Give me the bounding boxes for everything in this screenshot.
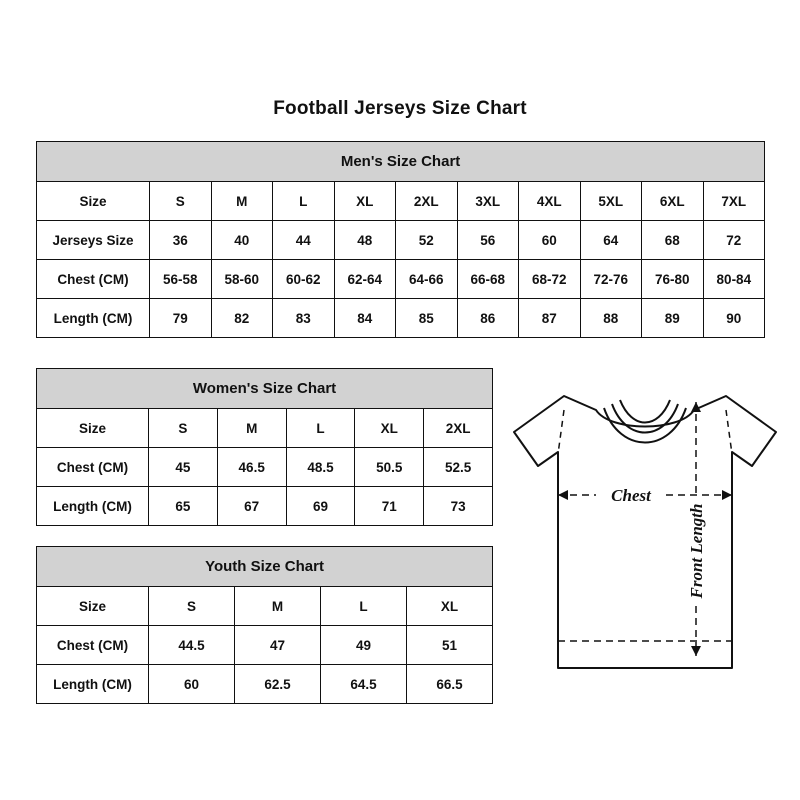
womens-size-chart — [36, 368, 493, 526]
table-cell: S — [150, 182, 212, 221]
front-length-label: Front Length — [687, 503, 706, 599]
table-cell: 87 — [519, 299, 581, 338]
row-label: Length (CM) — [37, 487, 149, 526]
table-cell: 44.5 — [149, 626, 235, 665]
shirt-outline-icon — [500, 388, 790, 688]
table-cell: 65 — [149, 487, 218, 526]
table-row — [37, 448, 493, 487]
table-cell: 2XL — [424, 409, 493, 448]
table-cell: 4XL — [519, 182, 581, 221]
row-label: Chest (CM) — [37, 260, 150, 299]
row-label: Chest (CM) — [37, 448, 149, 487]
table-cell: 48.5 — [286, 448, 355, 487]
table-cell: 49 — [321, 626, 407, 665]
table-cell: 2XL — [396, 182, 458, 221]
table-cell: 66.5 — [407, 665, 493, 704]
table-cell: 40 — [211, 221, 273, 260]
table-cell: S — [149, 409, 218, 448]
table-cell: 62.5 — [235, 665, 321, 704]
row-label: Length (CM) — [37, 299, 150, 338]
table-cell: L — [286, 409, 355, 448]
table-cell: 68 — [642, 221, 704, 260]
womens-size-table — [36, 368, 493, 526]
table-cell: XL — [355, 409, 424, 448]
table-row — [37, 182, 765, 221]
table-cell: 72-76 — [580, 260, 642, 299]
table-cell: L — [321, 587, 407, 626]
table-cell: 72 — [703, 221, 765, 260]
table-row — [37, 299, 765, 338]
table-cell: 60 — [519, 221, 581, 260]
table-cell: M — [217, 409, 286, 448]
table-cell: 64 — [580, 221, 642, 260]
row-label: Length (CM) — [37, 665, 149, 704]
table-cell: 44 — [273, 221, 335, 260]
row-label: Size — [37, 182, 150, 221]
row-label: Size — [37, 587, 149, 626]
shirt-body — [514, 396, 776, 668]
table-cell: 5XL — [580, 182, 642, 221]
table-row — [37, 665, 493, 704]
table-cell: 3XL — [457, 182, 519, 221]
table-cell: 45 — [149, 448, 218, 487]
table-cell: S — [149, 587, 235, 626]
table-cell: 88 — [580, 299, 642, 338]
table-cell: 58-60 — [211, 260, 273, 299]
table-cell: M — [235, 587, 321, 626]
table-cell: 36 — [150, 221, 212, 260]
table-row — [37, 626, 493, 665]
table-cell: 47 — [235, 626, 321, 665]
table-cell: 85 — [396, 299, 458, 338]
table-cell: 71 — [355, 487, 424, 526]
table-cell: 52.5 — [424, 448, 493, 487]
table-cell: 56 — [457, 221, 519, 260]
table-cell: M — [211, 182, 273, 221]
youth-caption: Youth Size Chart — [37, 547, 493, 587]
table-cell: 90 — [703, 299, 765, 338]
table-cell: 68-72 — [519, 260, 581, 299]
table-cell: 67 — [217, 487, 286, 526]
table-row — [37, 487, 493, 526]
table-cell: 73 — [424, 487, 493, 526]
mens-caption: Men's Size Chart — [37, 142, 765, 182]
row-label: Jerseys Size — [37, 221, 150, 260]
table-cell: 6XL — [642, 182, 704, 221]
table-cell: 64.5 — [321, 665, 407, 704]
table-cell: 86 — [457, 299, 519, 338]
table-cell: 69 — [286, 487, 355, 526]
table-cell: 64-66 — [396, 260, 458, 299]
table-caption-row — [37, 369, 493, 409]
table-cell: 46.5 — [217, 448, 286, 487]
table-cell: 76-80 — [642, 260, 704, 299]
table-cell: 51 — [407, 626, 493, 665]
row-label: Chest (CM) — [37, 626, 149, 665]
table-cell: 89 — [642, 299, 704, 338]
table-cell: 84 — [334, 299, 396, 338]
table-cell: L — [273, 182, 335, 221]
mens-size-chart — [36, 141, 765, 338]
jersey-measurement-diagram — [500, 388, 790, 688]
womens-caption: Women's Size Chart — [37, 369, 493, 409]
mens-size-table — [36, 141, 765, 338]
table-cell: XL — [407, 587, 493, 626]
table-row — [37, 260, 765, 299]
youth-size-table — [36, 546, 493, 704]
table-cell: 66-68 — [457, 260, 519, 299]
table-cell: 83 — [273, 299, 335, 338]
table-cell: 48 — [334, 221, 396, 260]
table-cell: 79 — [150, 299, 212, 338]
youth-size-chart — [36, 546, 493, 704]
chest-label: Chest — [611, 486, 651, 505]
table-row — [37, 587, 493, 626]
collar-inner — [620, 400, 670, 423]
table-row — [37, 221, 765, 260]
table-caption-row — [37, 547, 493, 587]
table-cell: 62-64 — [334, 260, 396, 299]
table-cell: 7XL — [703, 182, 765, 221]
table-row — [37, 409, 493, 448]
table-cell: 82 — [211, 299, 273, 338]
table-cell: 80-84 — [703, 260, 765, 299]
table-cell: 56-58 — [150, 260, 212, 299]
table-cell: XL — [334, 182, 396, 221]
row-label: Size — [37, 409, 149, 448]
page-title: Football Jerseys Size Chart — [273, 98, 527, 119]
table-cell: 60 — [149, 665, 235, 704]
table-cell: 50.5 — [355, 448, 424, 487]
table-cell: 60-62 — [273, 260, 335, 299]
table-caption-row — [37, 142, 765, 182]
table-cell: 52 — [396, 221, 458, 260]
